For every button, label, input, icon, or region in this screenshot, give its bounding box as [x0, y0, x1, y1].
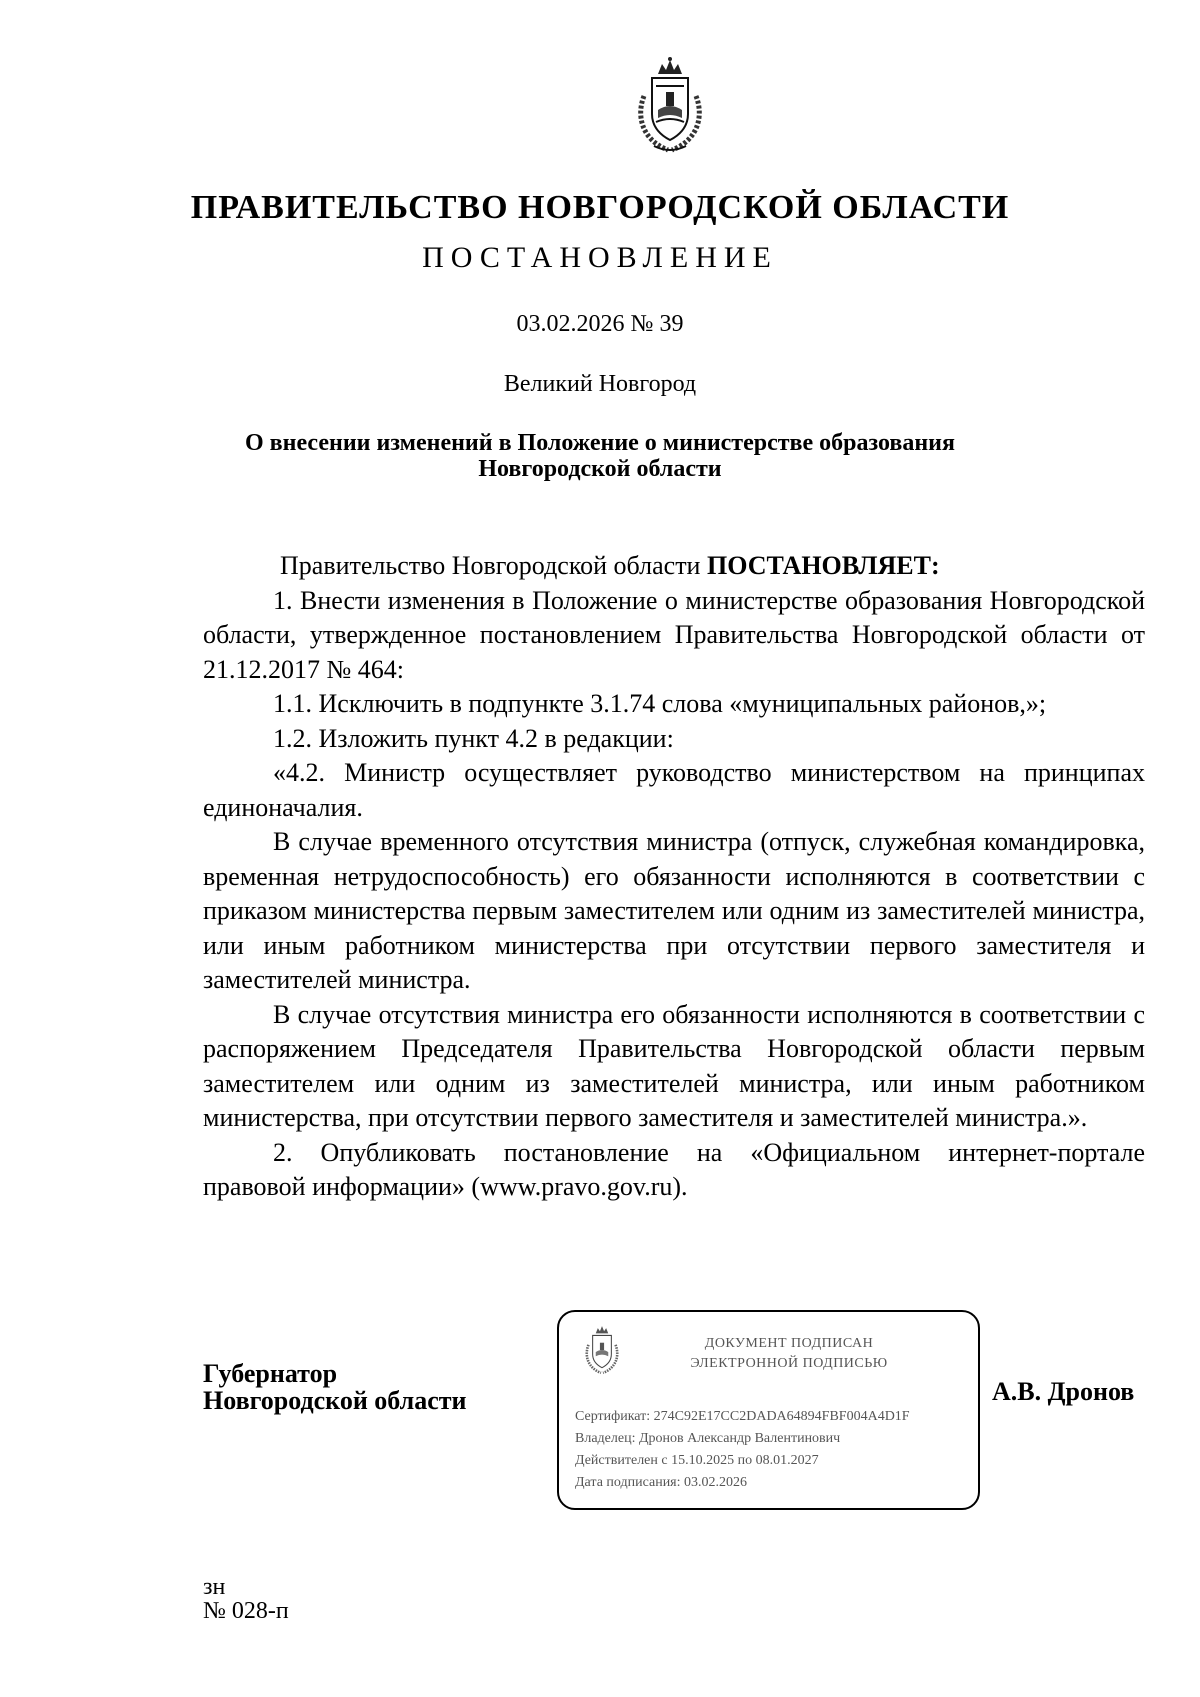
document-city: Великий Новгород	[503, 371, 697, 397]
stamp-certificate: Сертификат: 274C92E17CC2DADA64894FBF004A4D1F	[575, 1409, 910, 1424]
paragraph-temporary-absence: В случае временного отсутствия министра (отпуск, служебная командировка, временная нетрудоспособность) его обязанности исполняются в соответствии с приказом министерства первым заместителем или одним из заместителей министра, или иным работником министерства при отсутствии первого заместителя и заместителей министра.	[203, 827, 1145, 994]
stamp-sign-date: Дата подписания: 03.02.2026	[575, 1475, 748, 1490]
coat-of-arms-icon	[630, 56, 710, 156]
stamp-header-line-1: ДОКУМЕНТ ПОДПИСАН	[704, 1336, 874, 1351]
signatory-title	[203, 1360, 467, 1414]
stamp-owner: Владелец: Дронов Александр Валентинович	[575, 1431, 841, 1446]
paragraph-2: 2. Опубликовать постановление на «Официальном интернет-портале правовой информации» (www.pravo.gov.ru).	[203, 1137, 1145, 1201]
document-footer	[203, 1575, 289, 1623]
signatory-name: А.В. Дронов	[992, 1377, 1135, 1406]
document-date-number: 03.02.2026 № 39	[516, 311, 684, 337]
subject-line-1: О внесении изменений в Положение о министерстве образования	[245, 430, 955, 456]
signatory-title-line-1: Губернатор	[203, 1359, 338, 1388]
document-subject	[0, 430, 1200, 482]
paragraph-4-2: «4.2. Министр осуществляет руководство министерством на принципах единоначалия.	[203, 758, 1145, 822]
intro-decree: ПОСТАНОВЛЯЕТ:	[706, 551, 940, 580]
electronic-signature-stamp	[557, 1310, 980, 1510]
document-type: ПОСТАНОВЛЕНИЕ	[422, 241, 778, 274]
organization-title: ПРАВИТЕЛЬСТВО НОВГОРОДСКОЙ ОБЛАСТИ	[190, 189, 1010, 226]
stamp-header	[679, 1334, 899, 1374]
paragraph-1-1: 1.1. Исключить в подпункте 3.1.74 слова «муниципальных районов,»;	[273, 689, 1047, 718]
intro-paragraph	[203, 549, 1145, 584]
stamp-details	[575, 1406, 910, 1494]
document-body	[203, 549, 1145, 1205]
intro-text: Правительство Новгородской области	[280, 551, 707, 580]
paragraph-1-2: 1.2. Изложить пункт 4.2 в редакции:	[273, 723, 674, 753]
paragraph-1: 1. Внести изменения в Положение о министерстве образования Новгородской области, утвержденное постановлением Правительства Новгородской области от 21.12.2017 № 464:	[203, 585, 1145, 684]
paragraph-absence: В случае отсутствия министра его обязанности исполняются в соответствии с распоряжением Председателя Правительства Новгородской области первым заместителем или одним из заместителей министра, или иным работником министерства, при отсутствии первого заместителя и заместителей министра.».	[203, 999, 1145, 1132]
signatory-title-line-2: Новгородской области	[203, 1386, 467, 1415]
subject-line-2: Новгородской области	[478, 456, 722, 482]
stamp-validity: Действителен с 15.10.2025 по 08.01.2027	[575, 1453, 819, 1468]
stamp-header-line-2: ЭЛЕКТРОННОЙ ПОДПИСЬЮ	[690, 1356, 888, 1371]
footer-initials: зн	[203, 1574, 226, 1600]
stamp-coat-of-arms-icon	[581, 1324, 623, 1376]
footer-number: № 028-п	[203, 1598, 289, 1624]
